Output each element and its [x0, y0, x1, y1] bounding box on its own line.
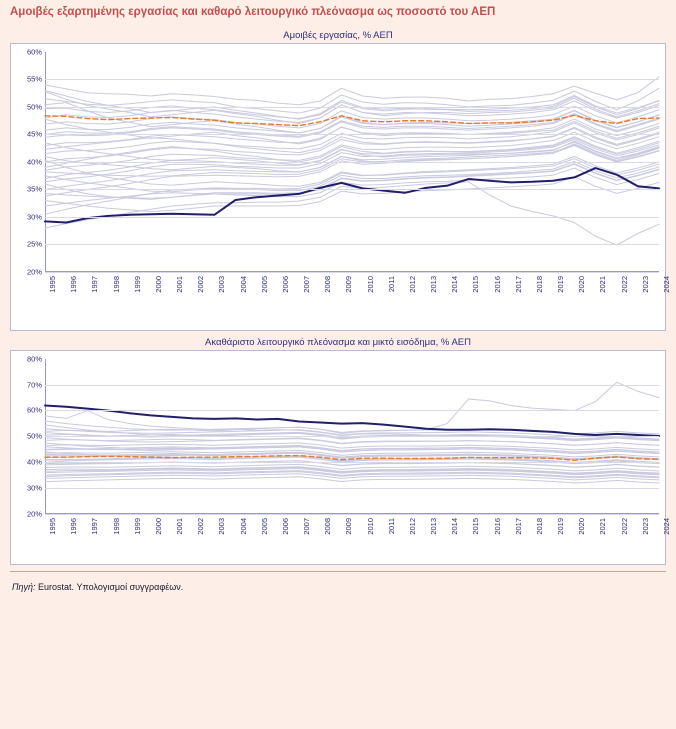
chart-1-x-tick: 2016	[492, 275, 502, 293]
chart-2-series-line	[45, 382, 659, 433]
chart-1-y-axis	[11, 44, 45, 330]
chart-1-gridline	[45, 134, 659, 135]
chart-2-x-tick: 2009	[344, 517, 354, 535]
chart-2-x-axis	[45, 516, 671, 564]
chart-1-y-tick: 30%	[26, 212, 42, 222]
chart-1-y-tick: 45%	[26, 129, 42, 139]
chart-2-y-tick: 60%	[26, 405, 42, 415]
chart-1-x-tick: 1997	[90, 275, 100, 293]
figure-title: Αμοιβές εξαρτημένης εργασίας και καθαρό λειτουργικό πλεόνασμα ως ποσοστό του ΑΕΠ	[10, 6, 496, 18]
chart-2-gridline	[45, 488, 659, 489]
chart-2-x-tick: 2001	[175, 517, 185, 535]
chart-1-gridline	[45, 244, 659, 245]
chart-2-x-tick: 2017	[513, 517, 523, 535]
chart-1-x-tick: 2007	[302, 275, 312, 293]
source-note	[0, 572, 676, 592]
chart-1-x-tick: 2003	[217, 275, 227, 293]
chart-1-y-tick: 60%	[26, 47, 42, 57]
chart-1-x-tick: 2022	[619, 275, 629, 293]
chart-2-x-tick: 2019	[556, 517, 566, 535]
chart-2-y-tick: 50%	[26, 431, 42, 441]
chart-1-x-tick: 2006	[280, 275, 290, 293]
chart-1-x-axis	[45, 274, 671, 330]
chart-2-y-tick: 70%	[26, 380, 42, 390]
chart-2-x-tick: 2003	[217, 517, 227, 535]
chart-2-x-tick: 2007	[302, 517, 312, 535]
source-label: Πηγή:	[12, 581, 36, 592]
chart-2-x-tick: 2016	[492, 517, 502, 535]
chart-1-x-tick: 2000	[153, 275, 163, 293]
chart-1-x-tick: 2013	[429, 275, 439, 293]
chart-1-x-tick: 2018	[534, 275, 544, 293]
chart-2-plot	[10, 350, 671, 565]
chart-2-y-tick: 30%	[26, 483, 42, 493]
chart-2-x-tick: 2004	[238, 517, 248, 535]
chart-2-title: Ακαθάριστο λειτουργικό πλεόνασμα και μικτό εισόδημα, % ΑΕΠ	[205, 336, 471, 348]
chart-1-x-tick: 2019	[556, 275, 566, 293]
chart-1-x-tick: 2010	[365, 275, 375, 293]
chart-2-x-tick: 1996	[69, 517, 79, 535]
chart-2-x-tick: 1997	[90, 517, 100, 535]
chart-1-series-line	[45, 145, 659, 176]
chart-1-y-tick: 35%	[26, 184, 42, 194]
chart-1-plot	[10, 43, 671, 331]
chart-1-gridline	[45, 217, 659, 218]
chart-1-y-tick: 50%	[26, 102, 42, 112]
chart-1-y-tick: 55%	[26, 74, 42, 84]
chart-1-plot-area	[45, 52, 659, 272]
chart-2-x-tick: 1999	[132, 517, 142, 535]
chart-2-gridline	[45, 436, 659, 437]
chart-1-x-tick: 2017	[513, 275, 523, 293]
chart-2-x-tick: 2006	[280, 517, 290, 535]
chart-2-x-tick: 2024	[662, 517, 671, 535]
chart-2-gridline	[45, 462, 659, 463]
chart-1-y-tick: 25%	[26, 239, 42, 249]
chart-1-gridline	[45, 162, 659, 163]
chart-1-gridline	[45, 79, 659, 80]
chart-1-title: Αμοιβές εργασίας, % ΑΕΠ	[283, 29, 393, 41]
chart-1-x-tick: 2021	[598, 275, 608, 293]
chart-2-y-tick: 20%	[26, 509, 42, 519]
chart-1-x-tick: 2023	[640, 275, 650, 293]
chart-1-gridline	[45, 189, 659, 190]
chart-1-y-tick: 20%	[26, 267, 42, 277]
chart-2-y-axis	[11, 351, 45, 564]
chart-2-gridline	[45, 385, 659, 386]
chart-1-gridline	[45, 107, 659, 108]
chart-1-x-tick: 1999	[132, 275, 142, 293]
chart-1-x-tick: 2008	[323, 275, 333, 293]
chart-1-x-tick: 2011	[386, 275, 396, 292]
chart-panel-1	[10, 24, 671, 331]
chart-2-x-tick: 2023	[640, 517, 650, 535]
chart-1-x-tick: 2012	[407, 275, 417, 293]
chart-1-series-line	[45, 182, 659, 245]
chart-2-x-tick: 1995	[48, 517, 57, 535]
source-text: Eurostat. Υπολογισμοί συγγραφέων.	[35, 581, 184, 592]
chart-panel-2	[10, 331, 671, 565]
chart-2-x-tick: 2018	[534, 517, 544, 535]
chart-1-x-tick: 1995	[48, 275, 57, 293]
chart-2-y-tick: 40%	[26, 457, 42, 467]
chart-2-x-tick: 1998	[111, 517, 121, 535]
chart-1-x-tick: 2002	[196, 275, 206, 293]
chart-2-x-tick: 2012	[407, 517, 417, 535]
chart-2-x-tick: 2020	[577, 517, 587, 535]
chart-2-x-tick: 2008	[323, 517, 333, 535]
chart-2-x-tick: 2015	[471, 517, 481, 535]
chart-1-x-tick: 1996	[69, 275, 79, 293]
chart-2-y-tick: 80%	[26, 354, 42, 364]
chart-1-x-tick: 2014	[450, 275, 460, 293]
chart-2-x-tick: 2002	[196, 517, 206, 535]
chart-2-x-tick: 2005	[259, 517, 269, 535]
chart-1-x-tick: 2015	[471, 275, 481, 293]
chart-1-gridline	[45, 272, 659, 273]
chart-2-gridline	[45, 514, 659, 515]
chart-2-gridline	[45, 410, 659, 411]
chart-2-x-tick: 2021	[598, 517, 608, 535]
chart-2-x-tick: 2010	[365, 517, 375, 535]
chart-1-x-tick: 2001	[175, 275, 185, 293]
chart-2-x-tick: 2011	[386, 517, 396, 534]
chart-2-x-tick: 2000	[153, 517, 163, 535]
chart-2-plot-area	[45, 359, 659, 514]
chart-2-x-tick: 2022	[619, 517, 629, 535]
chart-1-y-tick: 40%	[26, 157, 42, 167]
chart-1-x-tick: 2020	[577, 275, 587, 293]
chart-1-x-tick: 2005	[259, 275, 269, 293]
chart-2-x-tick: 2014	[450, 517, 460, 535]
chart-1-series-line	[45, 77, 659, 105]
chart-1-x-tick: 1998	[111, 275, 121, 293]
chart-1-x-tick: 2004	[238, 275, 248, 293]
chart-2-x-tick: 2013	[429, 517, 439, 535]
chart-1-x-tick: 2024	[662, 275, 671, 293]
chart-1-x-tick: 2009	[344, 275, 354, 293]
